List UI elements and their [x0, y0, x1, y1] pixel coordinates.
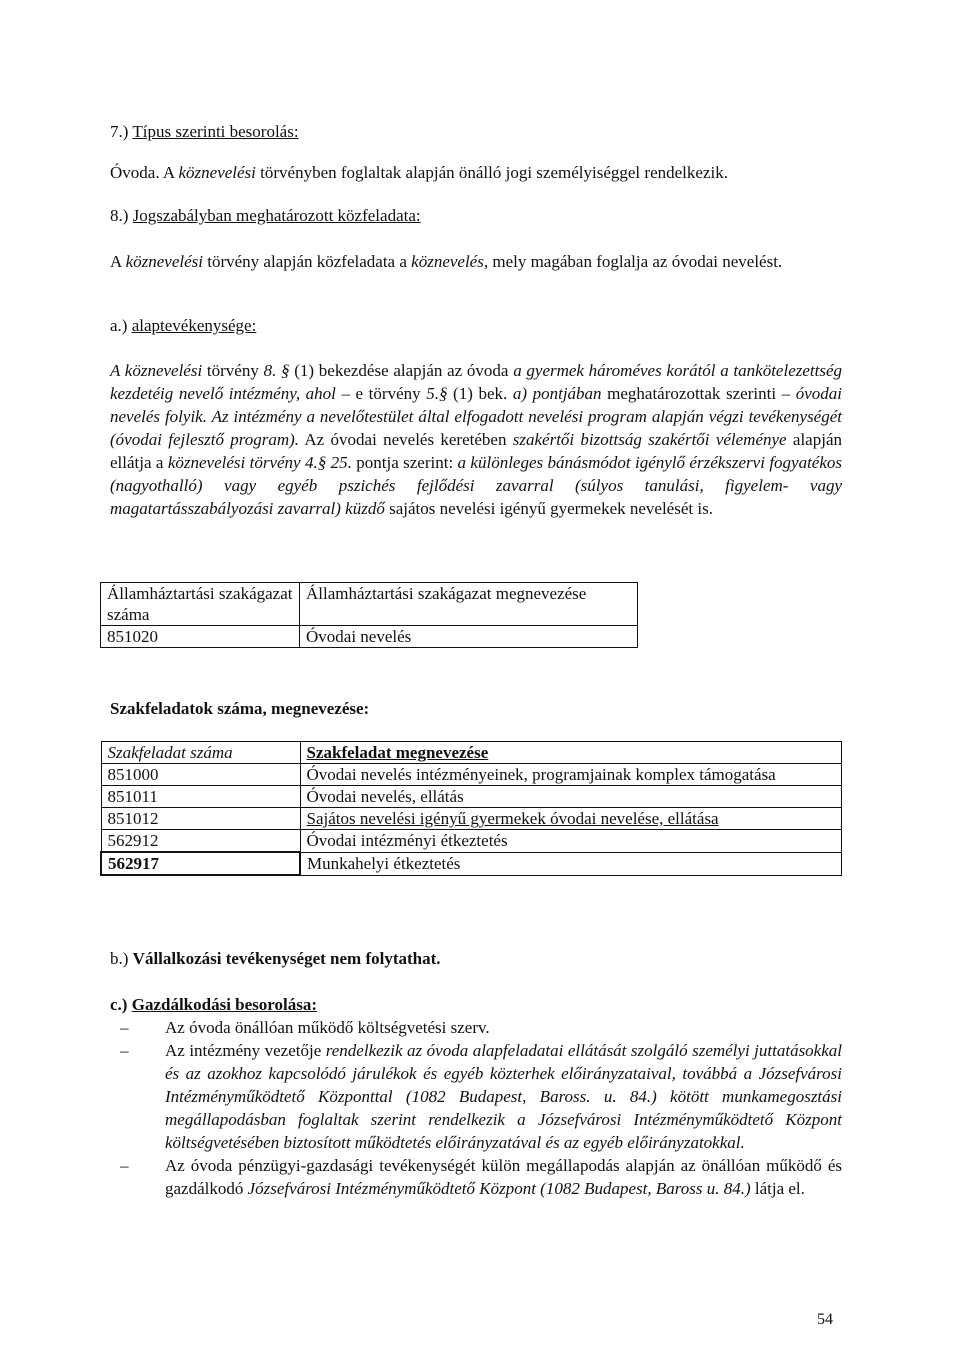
list-item: – Az óvoda pénzügyi-gazdasági tevékenységét külön megállapodás alapján az önállóan működő és gazdálkodó Józsefvárosi Intézményműködtető Központ (1082 Budapest, Baross u. 84.) látja el. [120, 1156, 842, 1198]
section-7-text: Óvoda. A köznevelési törvényben foglaltak alapján önálló jogi személyiséggel rendelkezik. [110, 163, 728, 182]
section-a-text: A köznevelési törvény 8. § (1) bekezdése alapján az óvoda a gyermek hároméves korától a tankötelezettség kezdetéig nevelő intézmény, ahol – e törvény 5.§ (1) bek. a) pontjában meghatározottak szerinti – óvodai nevelés folyik. Az intézmény a nevelőtestület által elfogadott nevelési program alapján végzi tevékenységét (óvodai fejlesztő program). Az óvodai nevelés keretében szakértői bizottság szakértői véleménye alapján ellátja a köznevelési törvény 4.§ 25. pontja szerint: a különleges bánásmódot igénylő érzékszervi fogyatékos (nagyothalló) vagy egyéb pszichés fejlődési zavarral (súlyos tanulási, figyelem- vagy magatartásszabályozási zavarral) küzdő sajátos nevelési igényű gyermekek nevelését is. [110, 361, 843, 518]
table-row [101, 626, 638, 648]
table-cell: Óvodai nevelés, ellátás [300, 786, 842, 808]
section-8-text: A köznevelési törvény alapján közfeladata a köznevelés, mely magában foglalja az óvodai nevelést. [110, 252, 783, 271]
table-row [101, 742, 842, 764]
section-c-title: Gazdálkodási besorolása: [131, 995, 318, 1014]
section-8-title: Jogszabályban meghatározott közfeladata: [132, 206, 421, 225]
szakfeladat-table [100, 741, 842, 876]
section-b-title: Vállalkozási tevékenységet nem folytathat. [132, 949, 441, 968]
section-8-heading: 8.) Jogszabályban meghatározott közfeladata: [110, 206, 421, 225]
table-header-cell: Államháztartási szakágazat száma [101, 583, 300, 626]
table-header-cell: Szakfeladat megnevezése [300, 742, 842, 764]
table-cell: 851011 [101, 786, 300, 808]
section-c-heading: c.) Gazdálkodási besorolása: [110, 995, 318, 1014]
table-header-cell: Szakfeladat száma [101, 742, 300, 764]
list-item: – Az intézmény vezetője rendelkezik az óvoda alapfeladatai ellátását szolgáló személyi juttatásokkal és az azokhoz kapcsolódó járulékok és egyéb közterhek előirányzataival, továbbá a Józsefvárosi Intézményműködtető Központtal (1082 Budapest, Baross. u. 84.) kötött munkamegosztási megállapodásban foglaltak szerint rendelkezik a Józsefvárosi Intézményműködtető Központ költségvetésében biztosított működtetés előirányzatával és az egyéb előirányzatokkal. [120, 1041, 842, 1152]
szakfeladatok-title: Szakfeladatok száma, megnevezése: [110, 699, 370, 718]
table-cell: 851012 [101, 808, 300, 830]
section-a-heading: a.) alaptevékenysége: [110, 316, 257, 335]
table-cell: Óvodai nevelés [300, 626, 638, 648]
table-cell: Sajátos nevelési igényű gyermekek óvodai nevelése, ellátása [300, 808, 842, 830]
table-cell: 851020 [101, 626, 300, 648]
table-cell: Óvodai intézményi étkeztetés [300, 830, 842, 853]
szakagazat-table [100, 582, 638, 648]
section-7-title: Típus szerinti besorolás: [132, 122, 299, 141]
dash-bullet: – [120, 1156, 129, 1175]
section-b-heading: b.) Vállalkozási tevékenységet nem folytathat. [110, 949, 441, 968]
list-item: – Az óvoda önállóan működő költségvetési szerv. [120, 1018, 490, 1037]
table-header-cell: Államháztartási szakágazat megnevezése [300, 583, 638, 626]
gazdalkodas-list [120, 1016, 842, 1200]
table-cell: Óvodai nevelés intézményeinek, programjainak komplex támogatása [300, 764, 842, 786]
table-row [101, 830, 842, 853]
table-row [101, 808, 842, 830]
table-cell: 851000 [101, 764, 300, 786]
section-a-title: alaptevékenysége: [131, 316, 257, 335]
table-cell: 562912 [101, 830, 300, 853]
table-cell: 562917 [101, 852, 300, 875]
dash-bullet: – [120, 1018, 129, 1037]
section-7-heading: 7.) Típus szerinti besorolás: [110, 122, 299, 141]
dash-bullet: – [120, 1041, 129, 1060]
table-row [101, 786, 842, 808]
table-row [101, 764, 842, 786]
page-number: 54 [817, 1311, 833, 1328]
table-cell: Munkahelyi étkeztetés [300, 852, 842, 875]
table-row [101, 852, 842, 875]
table-row [101, 583, 638, 626]
